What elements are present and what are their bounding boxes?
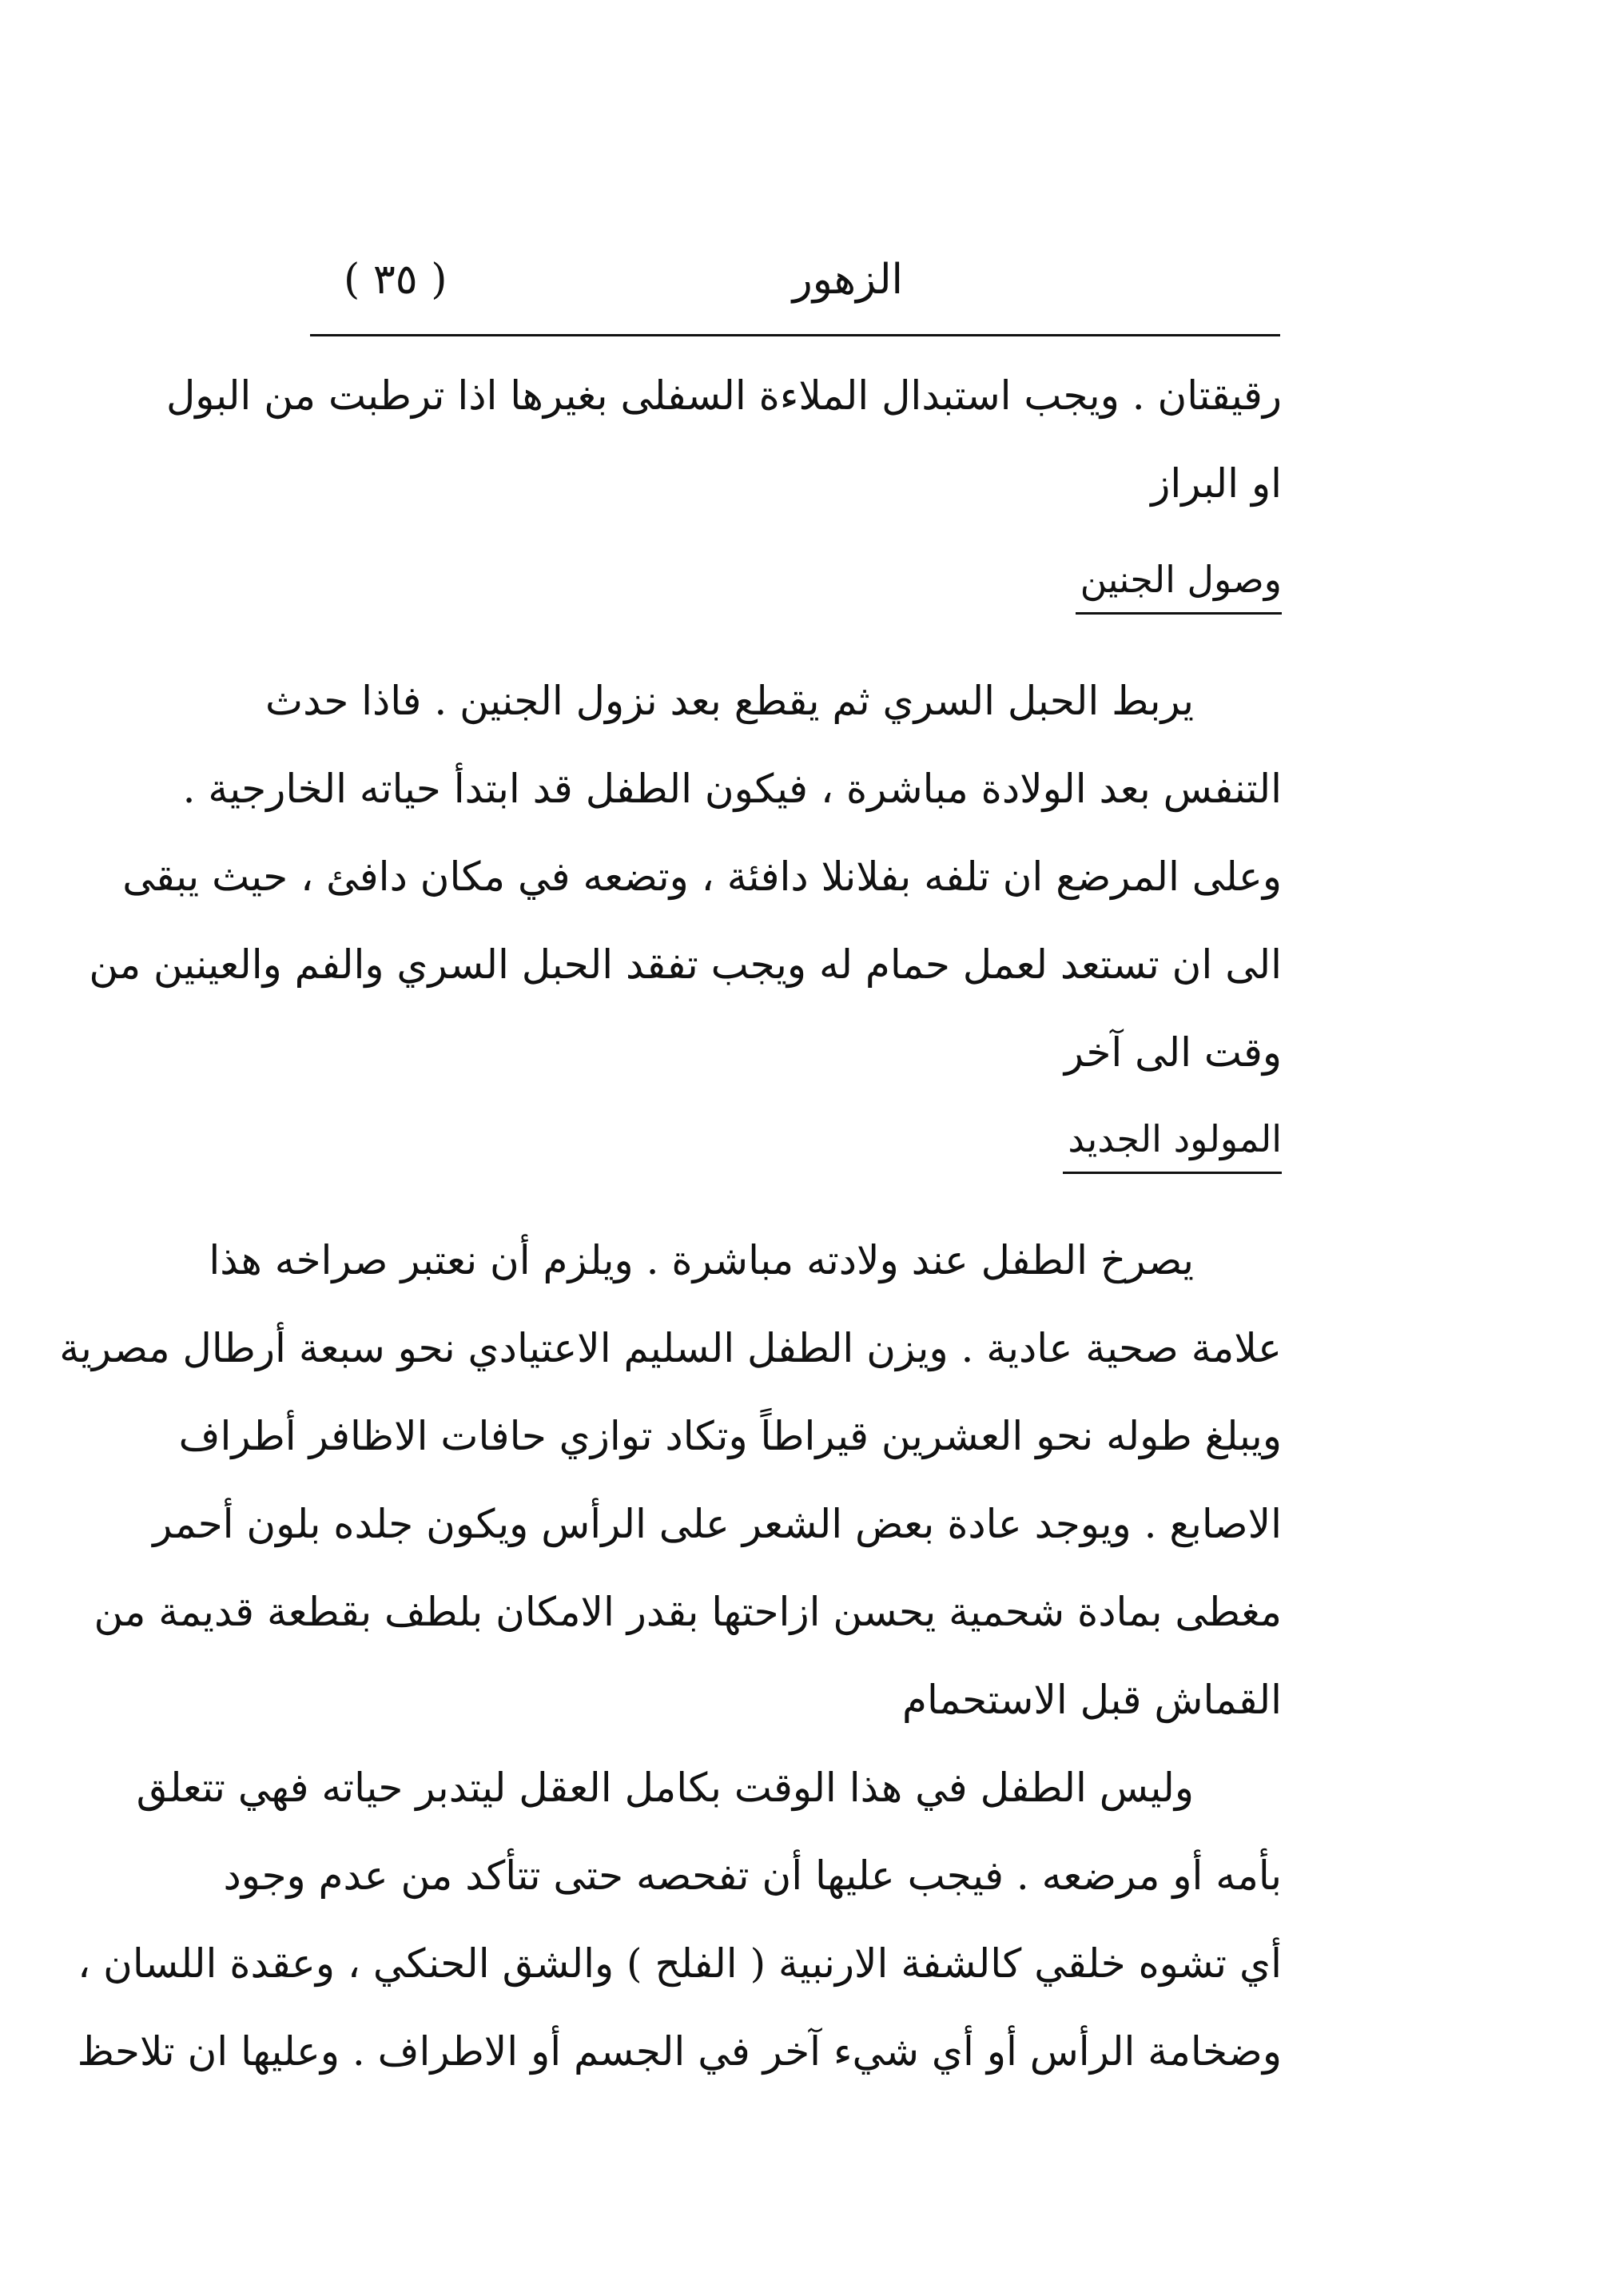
paragraph: [165, 352, 1282, 527]
section-heading-wrap: [310, 537, 1282, 633]
text-line: أي تشوه خلقي كالشفة الارنبية ( الفلح ) والشق الحنكي ، وعقدة اللسان ،: [78, 1940, 1282, 1987]
paragraph: [77, 1744, 1282, 2095]
text-line: بأمه أو مرضعه . فيجب عليها أن تفحصه حتى تتأكد من عدم وجود: [223, 1852, 1282, 1899]
running-header: [312, 244, 1279, 316]
text-line: وليس الطفل في هذا الوقت بكامل العقل ليتدبر حياته فهي تتعلق: [136, 1765, 1194, 1811]
text-line: يربط الحبل السري ثم يقطع بعد نزول الجنين . فاذا حدث: [265, 678, 1194, 724]
page-body: [59, 352, 1282, 2095]
text-line: وقت الى آخر: [1064, 1029, 1282, 1076]
text-line: الى ان تستعد لعمل حمام له ويجب تفقد الحبل السري والفم والعينين من: [89, 941, 1282, 988]
text-line: ويبلغ طوله نحو العشرين قيراطاً وتكاد توازي حافات الاظافر أطراف: [178, 1413, 1282, 1459]
text-line: وعلى المرضع ان تلفه بفلانلا دافئة ، وتضعه في مكان دافئ ، حيث يبقى: [122, 854, 1282, 900]
text-line: الاصابع . ويوجد عادة بعض الشعر على الرأس ويكون جلده بلون أحمر: [153, 1501, 1282, 1547]
text-line: علامة صحية عادية . ويزن الطفل السليم الاعتيادي نحو سبعة أرطال مصرية: [59, 1325, 1282, 1371]
text-line: يصرخ الطفل عند ولادته مباشرة . ويلزم أن نعتبر صراخه هذا: [209, 1237, 1194, 1283]
paragraph: [59, 1216, 1282, 1744]
section-heading-wrap: [310, 1096, 1282, 1192]
spacer: [310, 1192, 1282, 1216]
section-heading: المولود الجديد: [1063, 1111, 1282, 1174]
text-line: التنفس بعد الولادة مباشرة ، فيكون الطفل قد ابتدأ حياته الخارجية .: [182, 766, 1282, 812]
section-heading: وصول الجنين: [1076, 551, 1282, 615]
spacer: [310, 633, 1282, 657]
text-line: وضخامة الرأس أو أي شيء آخر في الجسم أو الاطراف . وعليها ان تلاحظ: [77, 2028, 1282, 2075]
running-title: الزهور: [792, 256, 903, 304]
page-number: ( ٣٥ ): [344, 256, 447, 304]
header-rule: [310, 334, 1280, 336]
text-line: القماش قبل الاستحمام: [902, 1677, 1282, 1723]
spacer: [310, 527, 1282, 537]
text-line: مغطى بمادة شحمية يحسن ازاحتها بقدر الامكان بلطف بقطعة قديمة من: [93, 1589, 1282, 1635]
paragraph: [89, 657, 1282, 1096]
text-line: رقيقتان . ويجب استبدال الملاءة السفلى بغيرها اذا ترطبت من البول: [165, 372, 1282, 419]
text-line: او البراز: [1151, 460, 1282, 507]
